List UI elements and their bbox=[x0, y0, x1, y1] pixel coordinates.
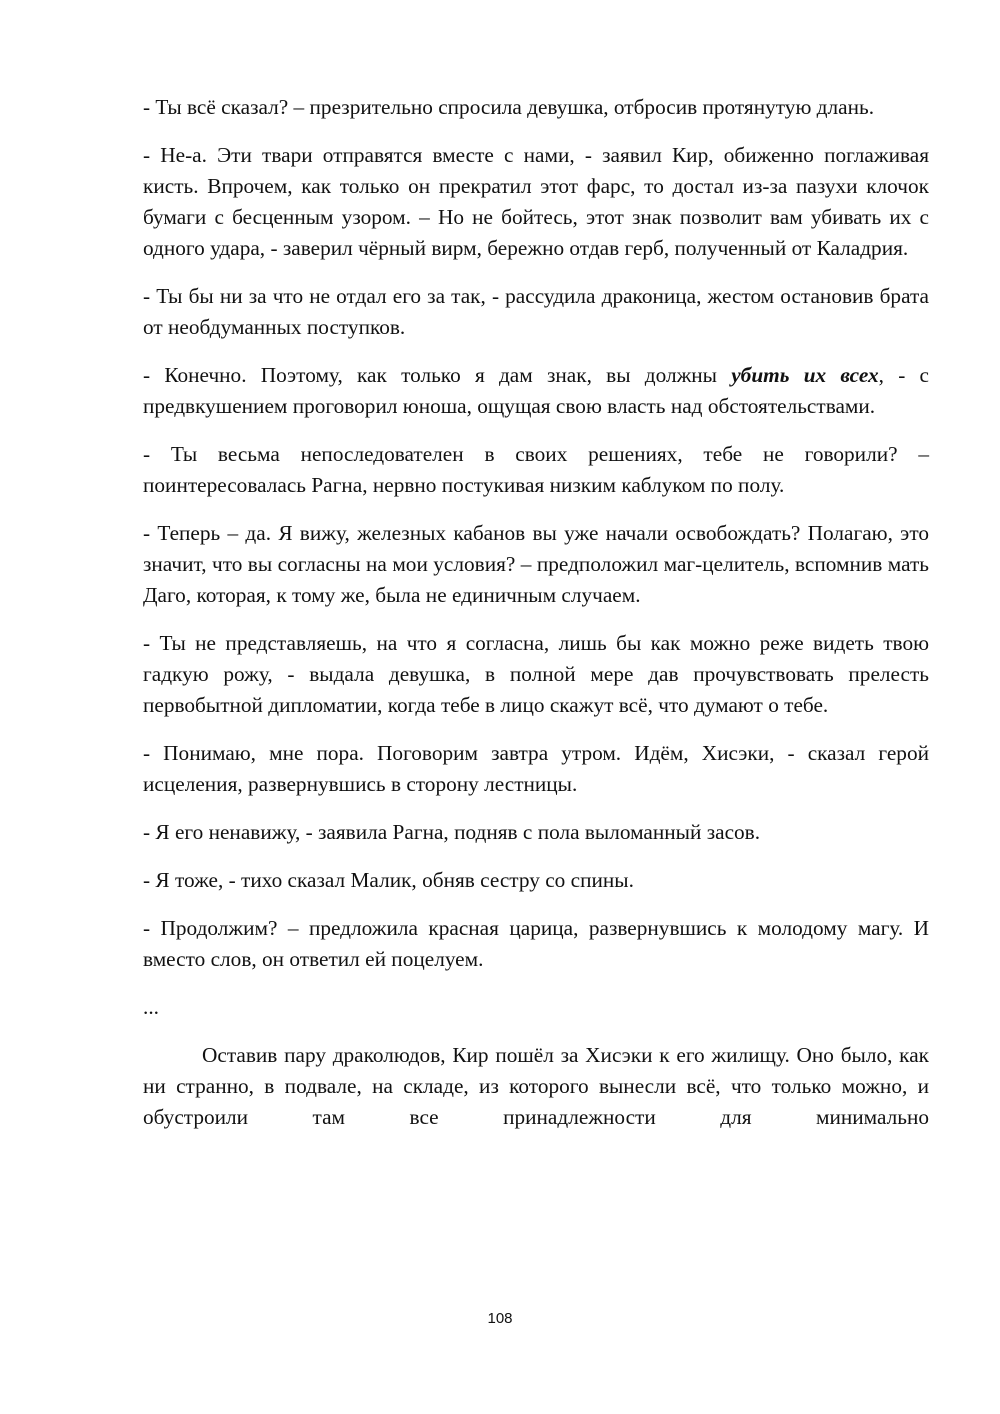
paragraph-text: - Конечно. Поэтому, как только я дам знак, вы должны bbox=[143, 363, 732, 387]
paragraph: - Теперь – да. Я вижу, железных кабанов вы уже начали освобождать? Полагаю, это значит, что вы согласны на мои условия? – предположил маг-целитель, вспомнив мать Даго, которая, к тому же, была не единичным случаем. bbox=[143, 521, 929, 607]
paragraph: - Ты бы ни за что не отдал его за так, - рассудила драконица, жестом остановив брата от необдуманных поступков. bbox=[143, 284, 929, 339]
scene-separator: ... bbox=[143, 995, 159, 1019]
page-body bbox=[143, 92, 929, 1150]
narrative-paragraph: Оставив пару драколюдов, Кир пошёл за Хисэки к его жилищу. Оно было, как ни странно, в подвале, на складе, из которого вынесли всё, что только можно, и обустроили там все принадлежности для минимально bbox=[143, 1043, 929, 1129]
page-number: 108 bbox=[487, 1310, 513, 1327]
paragraph: - Понимаю, мне пора. Поговорим завтра утром. Идём, Хисэки, - сказал герой исцеления, развернувшись в сторону лестницы. bbox=[143, 741, 929, 796]
emphasized-text: убить их всех bbox=[731, 363, 879, 387]
paragraph: - Ты весьма непоследователен в своих решениях, тебе не говорили? – поинтересовалась Рагна, нервно постукивая низким каблуком по полу. bbox=[143, 442, 929, 497]
paragraph: - Ты не представляешь, на что я согласна, лишь бы как можно реже видеть твою гадкую рожу, - выдала девушка, в полной мере дав прочувствовать прелесть первобытной дипломатии, когда тебе в лицо скажут всё, что думают о тебе. bbox=[143, 631, 929, 717]
paragraph: - Я его ненавижу, - заявила Рагна, подняв с пола выломанный засов. bbox=[143, 820, 761, 844]
paragraph: - Я тоже, - тихо сказал Малик, обняв сестру со спины. bbox=[143, 868, 634, 892]
paragraph bbox=[143, 360, 929, 422]
paragraph: - Не-а. Эти твари отправятся вместе с нами, - заявил Кир, обиженно поглаживая кисть. Впрочем, как только он прекратил этот фарс, то достал из-за пазухи клочок бумаги с бесценным узором. – Но не бойтесь, этот знак позволит вам убивать их с одного удара, - заверил чёрный вирм, бережно отдав герб, полученный от Каладрия. bbox=[143, 143, 929, 260]
paragraph: - Ты всё сказал? – презрительно спросила девушка, отбросив протянутую длань. bbox=[143, 95, 875, 119]
paragraph-text: , - с предвкушением проговорил юноша, ощущая свою власть над обстоятельствами. bbox=[143, 363, 929, 418]
paragraph: - Продолжим? – предложила красная царица, развернувшись к молодому магу. И вместо слов, он ответил ей поцелуем. bbox=[143, 916, 929, 971]
